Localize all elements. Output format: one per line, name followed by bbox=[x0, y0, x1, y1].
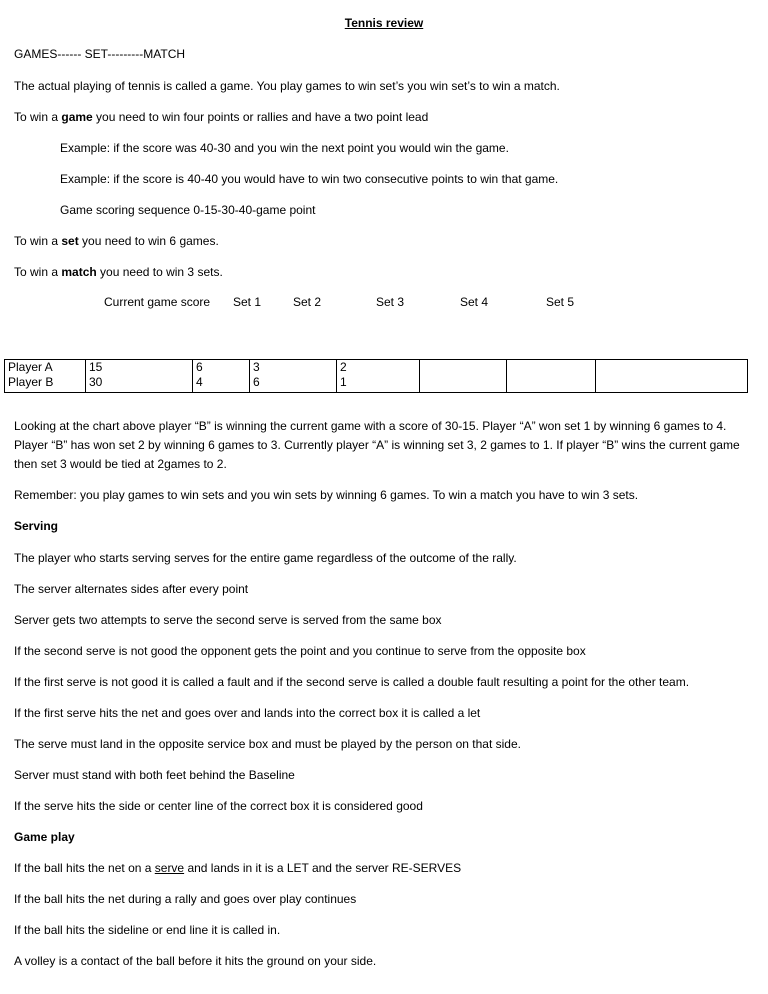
serving-rule: The player who starts serving serves for the entire game regardless of the outcome of the rally. bbox=[14, 551, 517, 565]
explanation-paragraph: Looking at the chart above player “B” is winning the current game with a score of 30-15. Player “A” won set 1 by winning 6 games to 4. Player “B” has won set 2 by winning 6 games to 3. Currently player “A” is winning set 3, 2 games to 1. If player “B” wins the current game then set 3 would be tied at 2games to 2. bbox=[14, 419, 740, 471]
header-set-1: Set 1 bbox=[233, 295, 262, 309]
match-rule-keyword: match bbox=[61, 265, 97, 279]
gameplay-heading: Game play bbox=[14, 830, 75, 844]
serving-rule: Server must stand with both feet behind the Baseline bbox=[14, 768, 295, 782]
serving-heading: Serving bbox=[14, 519, 59, 533]
set-4-cell bbox=[420, 360, 507, 393]
gameplay-rule: A volley is a contact of the ball before it hits the ground on your side. bbox=[14, 954, 377, 968]
players-cell: Player A Player B bbox=[5, 360, 86, 393]
remember-line: Remember: you play games to win sets and you win sets by winning 6 games. To win a match you have to win 3 sets. bbox=[14, 488, 639, 502]
gameplay-rule-post: and lands in it is a LET and the server RE-SERVES bbox=[184, 861, 462, 875]
set-rule-keyword: set bbox=[61, 234, 79, 248]
scoring-sequence: Game scoring sequence 0-15-30-40-game point bbox=[60, 203, 316, 217]
header-current-game-score: Current game score bbox=[104, 295, 211, 309]
set-rule-post: you need to win 6 games. bbox=[78, 234, 219, 248]
current-score-cell: 15 30 bbox=[86, 360, 193, 393]
serving-rule: The server alternates sides after every point bbox=[14, 582, 249, 596]
serving-rule: Server gets two attempts to serve the second serve is served from the same box bbox=[14, 613, 442, 627]
set-1-cell: 6 4 bbox=[193, 360, 250, 393]
header-set-2: Set 2 bbox=[293, 295, 322, 309]
intro-paragraph: The actual playing of tennis is called a game. You play games to win set’s you win set’s to win a match. bbox=[14, 79, 560, 93]
header-set-3: Set 3 bbox=[376, 295, 405, 309]
gameplay-rule-underlined: serve bbox=[154, 861, 185, 875]
game-rule bbox=[14, 110, 428, 125]
gameplay-rule bbox=[14, 861, 461, 876]
blank-cell bbox=[596, 360, 748, 393]
game-rule-keyword: game bbox=[61, 110, 93, 124]
gameplay-rule: If the ball hits the sideline or end line it is called in. bbox=[14, 923, 281, 937]
serving-rule: If the serve hits the side or center line of the correct box it is considered good bbox=[14, 799, 423, 813]
serving-rule: If the first serve is not good it is called a fault and if the second serve is called a double fault resulting a point for the other team. bbox=[14, 675, 690, 689]
set-3-cell: 2 1 bbox=[337, 360, 420, 393]
serving-rule: If the second serve is not good the opponent gets the point and you continue to serve from the opposite box bbox=[14, 644, 586, 658]
set-rule-pre: To win a bbox=[14, 234, 62, 248]
header-set-5: Set 5 bbox=[546, 295, 575, 309]
match-rule-pre: To win a bbox=[14, 265, 62, 279]
example-2: Example: if the score is 40-40 you would have to win two consecutive points to win that game. bbox=[60, 172, 559, 186]
serving-rule: If the first serve hits the net and goes over and lands into the correct box it is called a let bbox=[14, 706, 481, 720]
hierarchy-line: GAMES------ SET---------MATCH bbox=[14, 47, 186, 61]
example-1: Example: if the score was 40-30 and you win the next point you would win the game. bbox=[60, 141, 509, 155]
serving-rule: The serve must land in the opposite service box and must be played by the person on that side. bbox=[14, 737, 521, 751]
game-rule-pre: To win a bbox=[14, 110, 62, 124]
gameplay-rule: If the ball hits the net during a rally and goes over play continues bbox=[14, 892, 357, 906]
score-table bbox=[4, 359, 748, 393]
set-5-cell bbox=[507, 360, 596, 393]
header-set-4: Set 4 bbox=[460, 295, 489, 309]
match-rule bbox=[14, 265, 223, 280]
set-2-cell: 3 6 bbox=[250, 360, 337, 393]
document-title: Tennis review bbox=[344, 16, 424, 30]
table-row bbox=[5, 360, 748, 393]
set-rule bbox=[14, 234, 219, 249]
game-rule-post: you need to win four points or rallies and have a two point lead bbox=[92, 110, 429, 124]
gameplay-rule-pre: If the ball hits the net on a bbox=[14, 861, 155, 875]
match-rule-post: you need to win 3 sets. bbox=[96, 265, 223, 279]
